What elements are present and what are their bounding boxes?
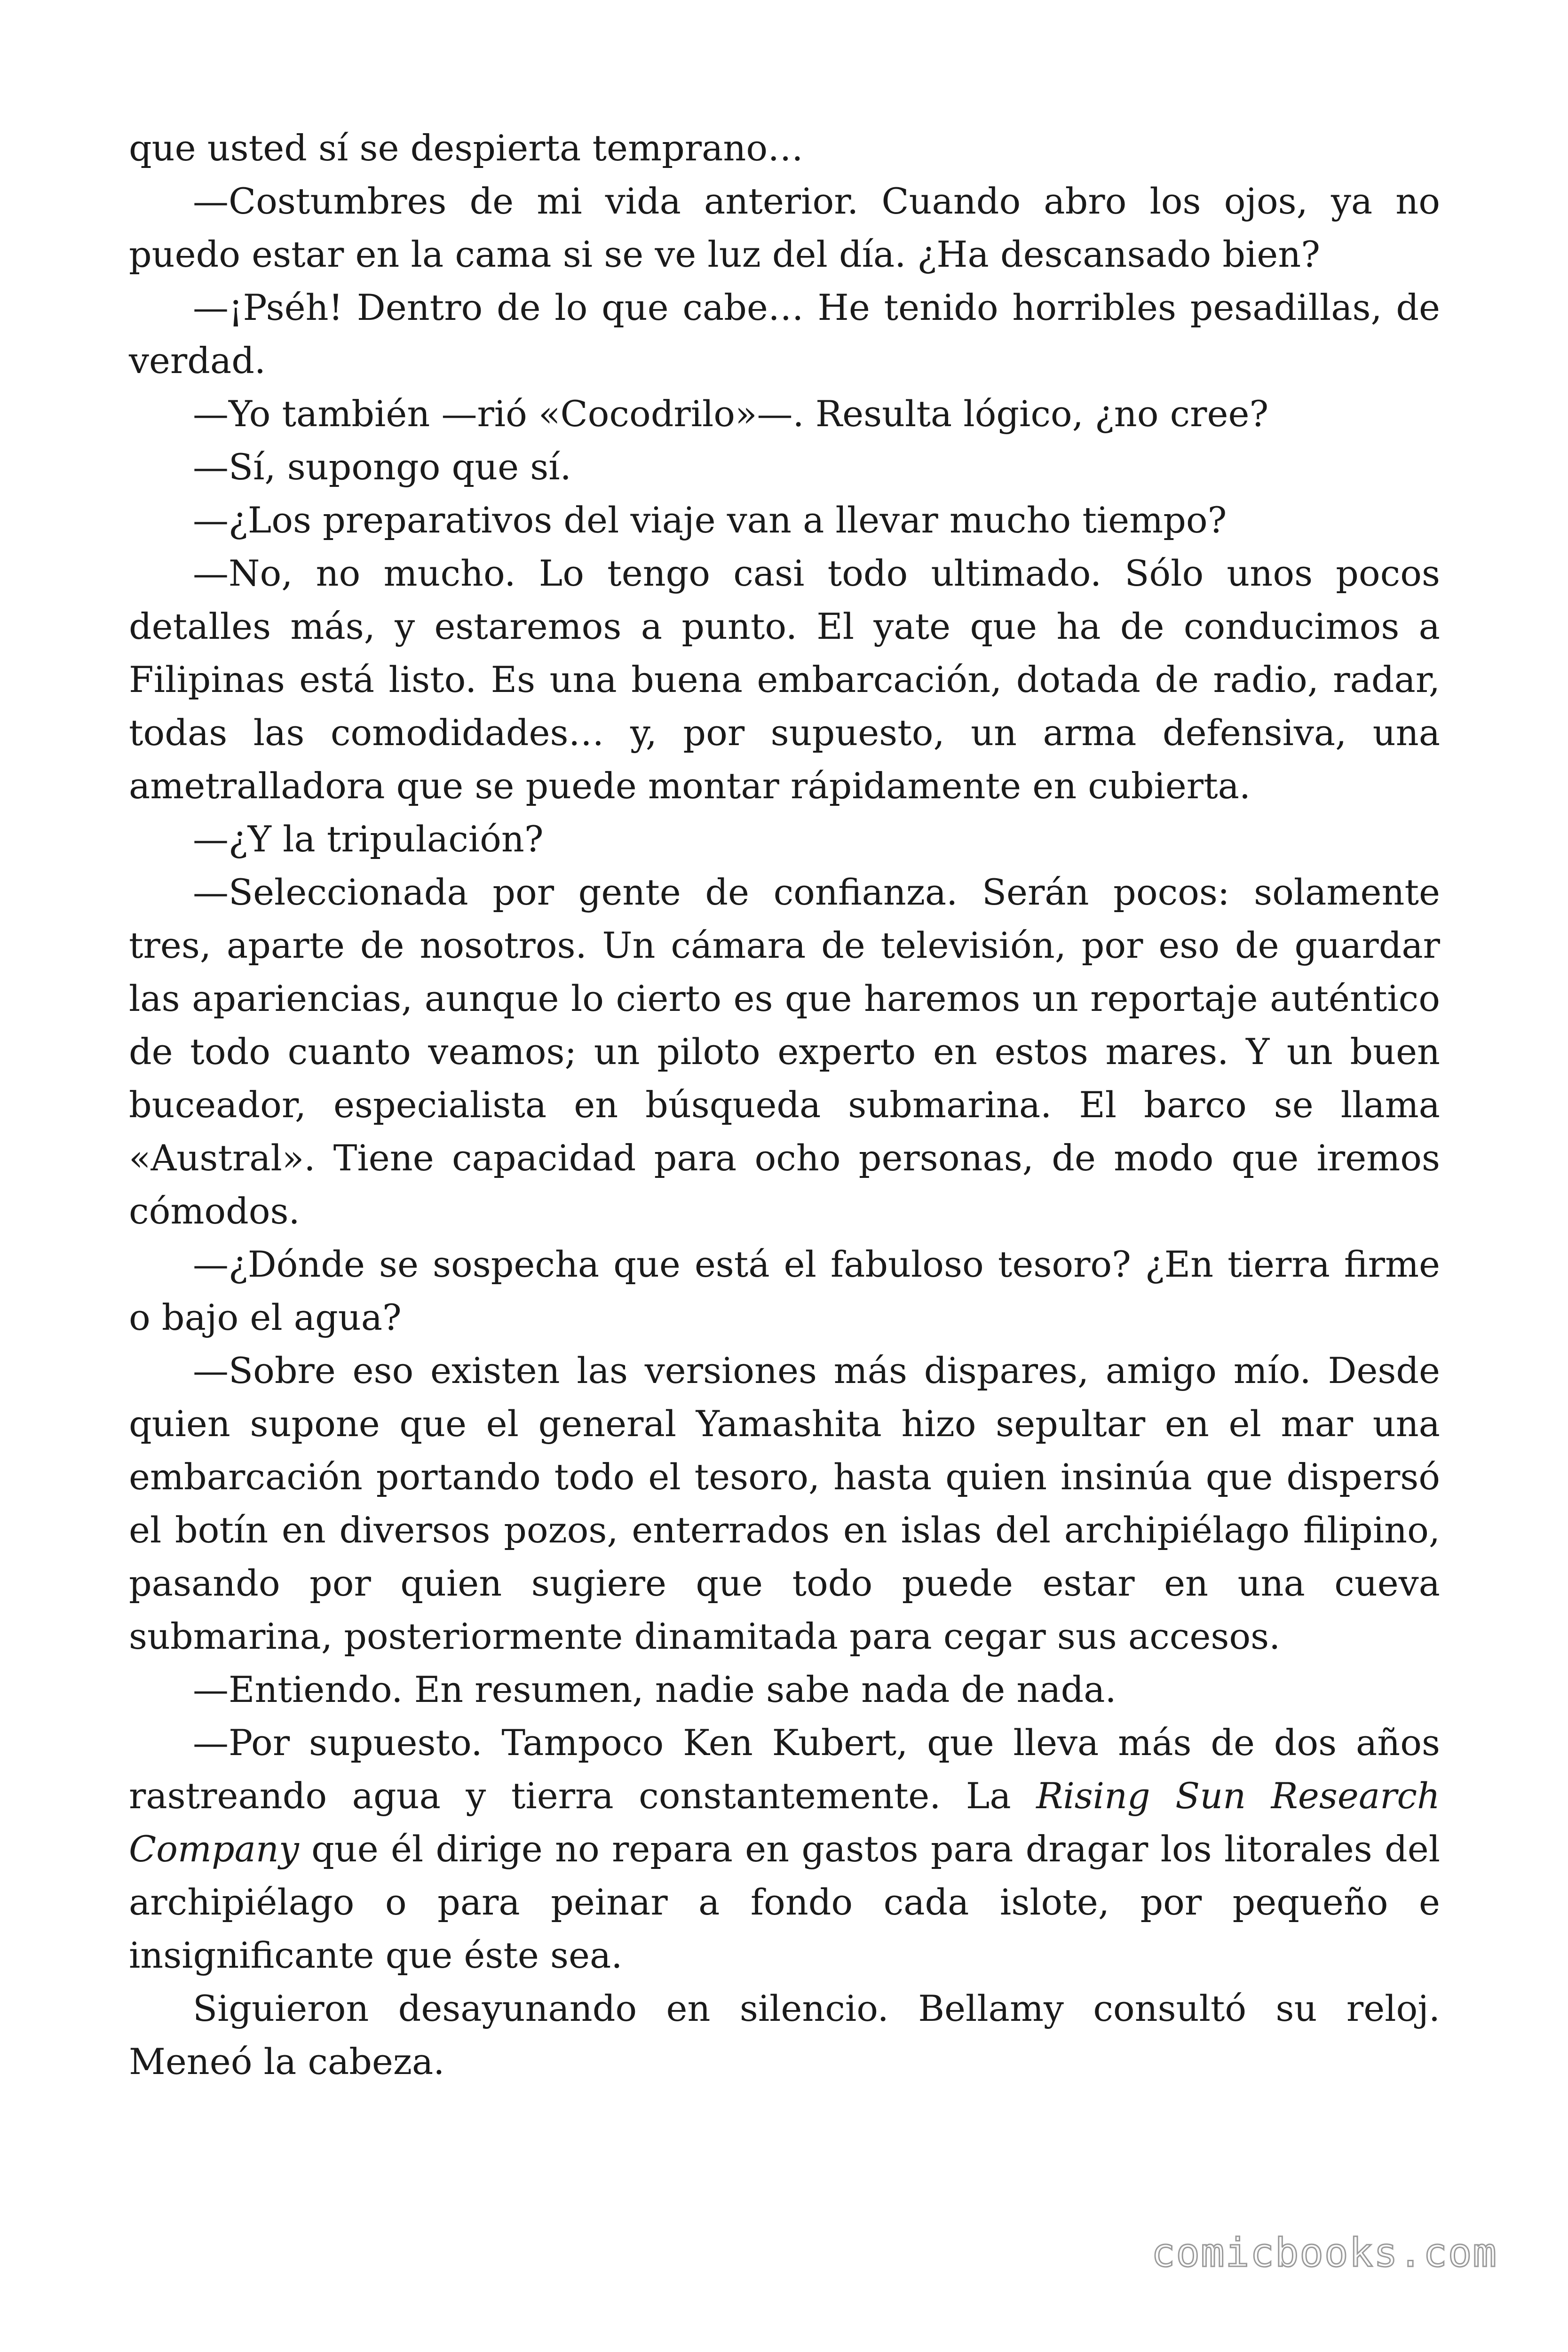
paragraph: —¿Y la tripulación?: [193, 818, 544, 860]
watermark-logo: comicbooks.com: [1151, 2230, 1497, 2276]
paragraph-kubert: [129, 1716, 1440, 1982]
paragraph: —Sí, supongo que sí.: [193, 446, 571, 488]
paragraph: —Yo también —rió «Cocodrilo»—. Resulta lógico, ¿no cree?: [193, 393, 1269, 435]
paragraph-kubert-after: que él dirige no repara en gastos para dragar los litorales del archipiélago o para peinar a fondo cada islote, por pequeño e insignificante que éste sea.: [129, 1828, 1440, 1976]
paragraph: —¿Dónde se sospecha que está el fabuloso tesoro? ¿En tierra firme o bajo el agua?: [129, 1243, 1440, 1338]
company-name-italic: Rising Sun Research Company: [129, 1775, 1440, 1870]
paragraph: —No, no mucho. Lo tengo casi todo ultimado. Sólo unos pocos detalles más, y estaremos a punto. El yate que ha de conducimos a Filipinas está listo. Es una buena embarcación, dotada de radio, radar, todas las comodidades… y, por supuesto, un arma defensiva, una ametralladora que se puede montar rápidamente en cubierta.: [129, 552, 1440, 807]
paragraph: —Seleccionada por gente de confianza. Serán pocos: solamente tres, aparte de nosotros. Un cámara de televisión, por eso de guardar las apariencias, aunque lo cierto es que haremos un reportaje auténtico de todo cuanto veamos; un piloto experto en estos mares. Y un buen buceador, especialista en búsqueda submarina. El barco se llama «Austral». Tiene capacidad para ocho personas, de modo que iremos cómodos.: [129, 871, 1440, 1232]
paragraph: —¿Los preparativos del viaje van a llevar mucho tiempo?: [193, 499, 1227, 541]
paragraph: que usted sí se despierta temprano…: [129, 127, 804, 169]
closing-paragraph: Siguieron desayunando en silencio. Bellamy consultó su reloj. Meneó la cabeza.: [129, 1987, 1440, 2082]
paragraph: —¡Pséh! Dentro de lo que cabe… He tenido horribles pesadillas, de verdad.: [129, 286, 1440, 381]
paragraph: —Sobre eso existen las versiones más dispares, amigo mío. Desde quien supone que el general Yamashita hizo sepultar en el mar una embarcación portando todo el tesoro, hasta quien insinúa que dispersó el botín en diversos pozos, enterrados en islas del archipiélago filipino, pasando por quien sugiere que todo puede estar en una cueva submarina, posteriormente dinamitada para cegar sus accesos.: [129, 1350, 1440, 1657]
paragraph-kubert-before: —Por supuesto. Tampoco Ken Kubert, que lleva más de dos años rastreando agua y tierra constantemente. La: [129, 1722, 1440, 1817]
paragraph: —Costumbres de mi vida anterior. Cuando abro los ojos, ya no puedo estar en la cama si se ve luz del día. ¿Ha descansado bien?: [129, 180, 1440, 275]
body-text: [129, 121, 1440, 2088]
paragraph: —Entiendo. En resumen, nadie sabe nada de nada.: [193, 1669, 1117, 1710]
